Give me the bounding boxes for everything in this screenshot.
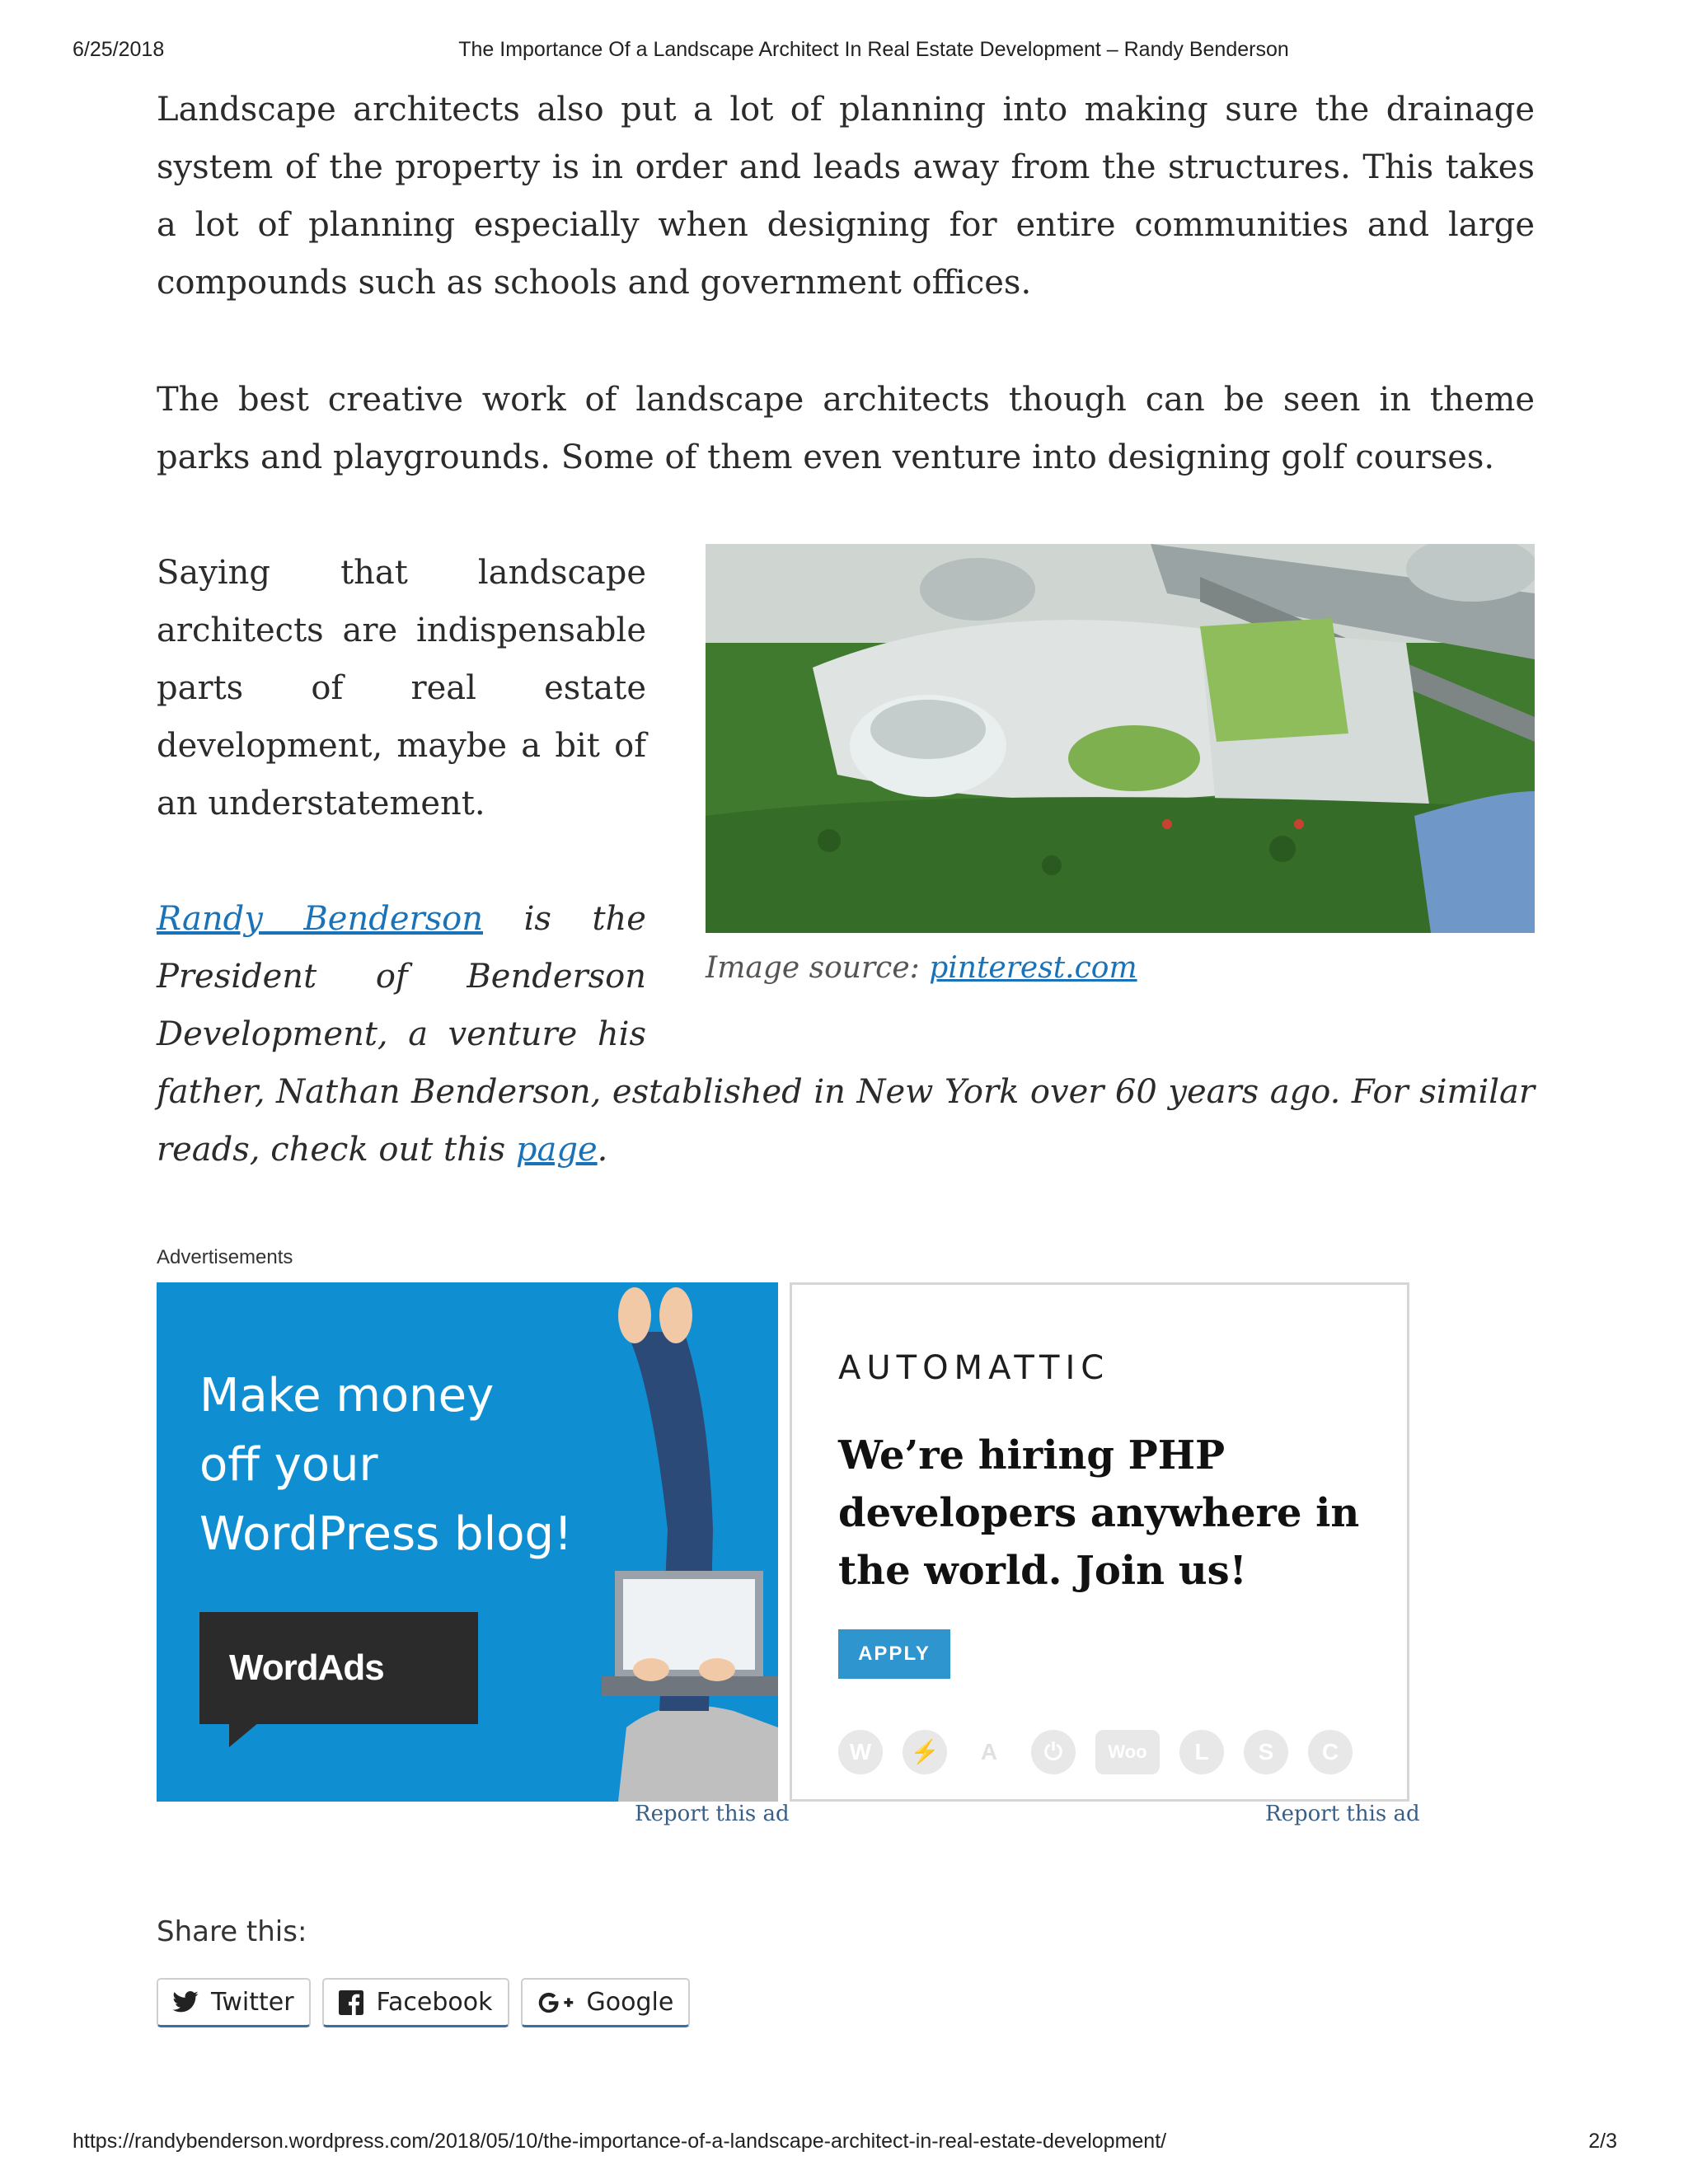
speech-bubble-tail: [229, 1722, 259, 1747]
vaultpress-icon: ⏻: [1031, 1730, 1076, 1774]
report-ad-link[interactable]: Report this ad: [635, 1802, 790, 1826]
twitter-icon: [171, 1989, 199, 2017]
print-date: 6/25/2018: [73, 38, 165, 61]
share-title: Share this:: [157, 1915, 307, 1948]
article-float-section: [157, 544, 1535, 1179]
bio-text: is the President of Benderson Development, a venture his father, Nathan Benderson, established in New York over 60 years ago. For similar reads, check out this: [157, 900, 1535, 1169]
share-twitter-button[interactable]: [157, 1978, 311, 2027]
share-buttons: [157, 1978, 690, 2027]
share-facebook-button[interactable]: [322, 1978, 509, 2027]
article-paragraph: The best creative work of landscape architects though can be seen in theme parks and playgrounds. Some of them even venture into designing golf courses.: [157, 381, 1535, 476]
caption-prefix: Image source:: [706, 951, 930, 985]
author-link[interactable]: Randy Benderson: [157, 900, 484, 938]
ad-headline: Make money off your WordPress blog!: [199, 1369, 573, 1561]
jetpack-icon: ⚡: [903, 1730, 947, 1774]
similar-reads-link[interactable]: page: [515, 1131, 598, 1169]
advertisements-label: Advertisements: [157, 1246, 293, 1268]
report-ad-link[interactable]: Report this ad: [1265, 1802, 1420, 1826]
apply-button[interactable]: APPLY: [838, 1629, 950, 1679]
article-figure: [706, 544, 1535, 991]
automattic-advertisement[interactable]: [790, 1282, 1409, 1802]
wordads-badge: WordAds: [199, 1612, 478, 1724]
woocommerce-icon: Woo: [1095, 1730, 1160, 1774]
share-twitter-label: Twitter: [211, 1988, 294, 2017]
facebook-icon: [337, 1989, 365, 2017]
article-paragraph: Landscape architects also put a lot of planning into making sure the drainage system of the property is in order and leads away from the structures. This takes a lot of planning especially when designing for entire communities and large compounds such as schools and government offices.: [157, 91, 1535, 302]
ad-headline: We’re hiring PHP developers anywhere in the world. Join us!: [838, 1432, 1360, 1594]
automattic-logo: AUTOMATTIC: [838, 1349, 1110, 1387]
landscape-aerial-image: [706, 544, 1535, 933]
google-plus-icon: [536, 1989, 575, 2017]
wordads-advertisement[interactable]: [157, 1282, 778, 1802]
polldaddy-icon: C: [1308, 1730, 1353, 1774]
wordpress-icon: W: [838, 1730, 883, 1774]
longreads-icon: L: [1179, 1730, 1224, 1774]
bio-end: .: [597, 1131, 608, 1169]
print-url: https://randybenderson.wordpress.com/2018/05/10/the-importance-of-a-landscape-architect-in-real-estate-development/: [73, 2130, 1167, 2153]
brand-icons-row: [838, 1730, 1353, 1774]
print-title: The Importance Of a Landscape Architect In Real Estate Development – Randy Benderson: [458, 38, 1289, 61]
simplenote-icon: S: [1244, 1730, 1288, 1774]
caption-source-link[interactable]: pinterest.com: [929, 951, 1137, 985]
akismet-icon: A: [980, 1739, 998, 1765]
person-with-laptop-illustration: [569, 1282, 778, 1802]
share-google-button[interactable]: [521, 1978, 691, 2027]
article-paragraph: Saying that landscape architects are indispensable parts of real estate development, maybe a bit of an understatement.: [157, 554, 646, 823]
share-facebook-label: Facebook: [376, 1988, 493, 2017]
figure-caption: [706, 946, 1535, 991]
share-google-label: Google: [586, 1988, 674, 2017]
print-page-number: 2/3: [1588, 2130, 1617, 2153]
